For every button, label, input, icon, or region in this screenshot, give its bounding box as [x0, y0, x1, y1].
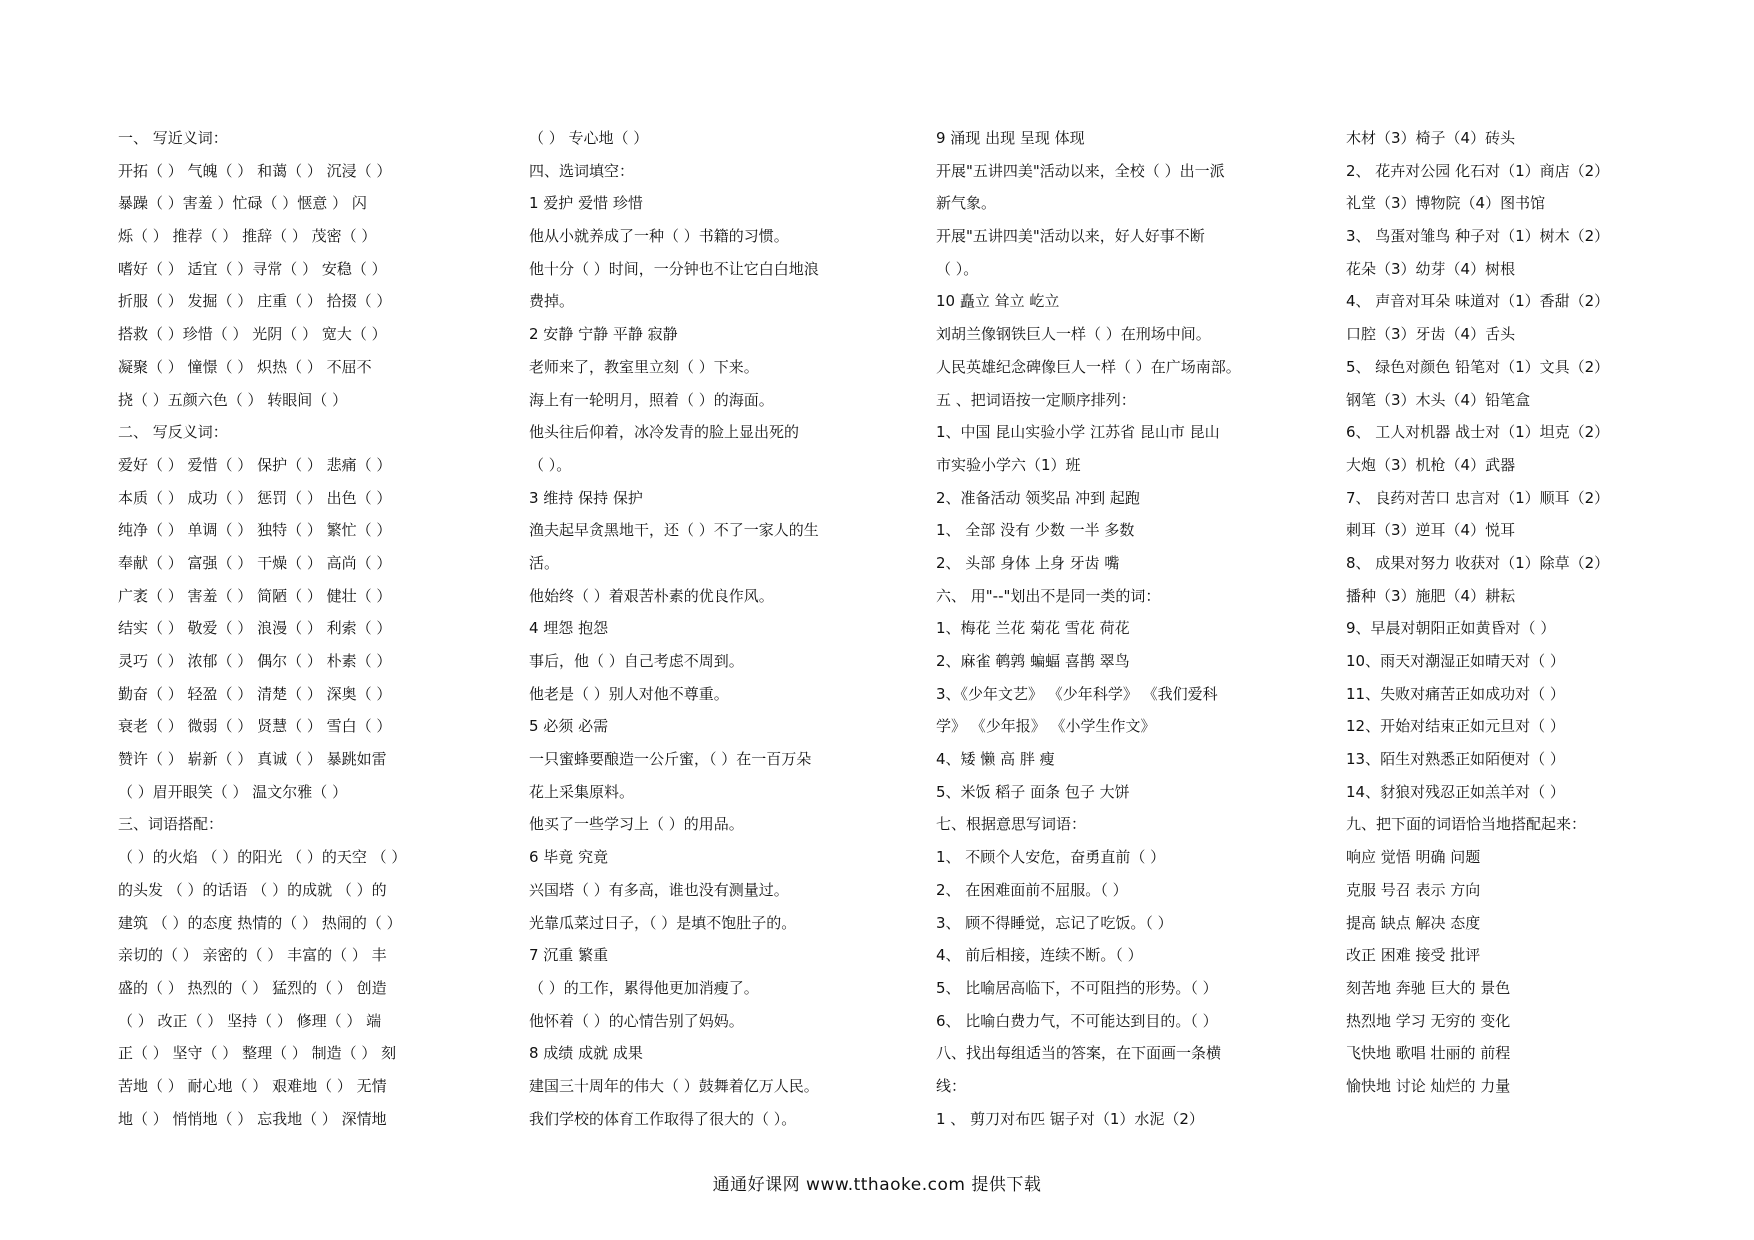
text-line: 学》 《少年报》 《小学生作文》: [936, 717, 1156, 736]
text-line: 花上采集原料。: [529, 782, 635, 801]
text-line: 兴国塔（ ）有多高，谁也没有测量过。: [529, 880, 789, 899]
text-line: 花朵（3）幼芽（4）树根: [1346, 259, 1516, 278]
text-line: （ ）的工作，累得他更加消瘦了。: [529, 978, 759, 997]
text-line: 12、开始对结束正如元旦对（ ）: [1346, 717, 1565, 736]
text-line: 亲切的（ ） 亲密的（ ） 丰富的（ ） 丰: [118, 946, 387, 965]
text-line: 2、麻雀 鹌鹑 蝙蝠 喜鹊 翠鸟: [936, 652, 1130, 670]
text-line: 挠（ ）五颜六色（ ） 转眼间（ ）: [118, 390, 348, 409]
text-line: 的头发 （ ）的话语 （ ）的成就 （ ）的: [118, 880, 387, 899]
text-line: 克服 号召 表示 方向: [1346, 880, 1481, 899]
text-line: 开展"五讲四美"活动以来，好人好事不断: [936, 227, 1205, 246]
text-line: 一只蜜蜂要酿造一公斤蜜，（ ）在一百万朵: [529, 750, 812, 769]
text-line: 九、把下面的词语恰当地搭配起来：: [1346, 815, 1587, 834]
text-line: 1、梅花 兰花 菊花 雪花 荷花: [936, 619, 1130, 638]
text-line: 3、《少年文艺》 《少年科学》 《我们爱科: [936, 684, 1218, 703]
column-1: [118, 122, 443, 1135]
text-line: 嗜好（ ） 适宜（ ）寻常（ ） 安稳（ ）: [118, 259, 387, 278]
text-line: 结实（ ） 敬爱（ ） 浪漫（ ） 利索（ ）: [118, 619, 392, 638]
text-line: 13、陌生对熟悉正如陌便对（ ）: [1346, 750, 1565, 769]
text-line: 1、 全部 没有 少数 一半 多数: [936, 521, 1135, 540]
text-line: 本质（ ） 成功（ ） 惩罚（ ） 出色（ ）: [118, 488, 392, 507]
text-line: 8、 成果对努力 收获对（1）除草（2）: [1346, 553, 1610, 572]
text-line: 11、失败对痛苦正如成功对（ ）: [1346, 684, 1565, 703]
column-2: [529, 122, 854, 1135]
text-line: 礼堂（3）博物院（4）图书馆: [1346, 194, 1546, 213]
text-line: 六、 用"--"划出不是同一类的词：: [936, 586, 1161, 605]
text-line: 2、 在困难面前不屈服。（ ）: [936, 880, 1128, 899]
text-line: 口腔（3）牙齿（4）舌头: [1346, 325, 1516, 344]
text-line: 光靠瓜菜过日子，（ ）是填不饱肚子的。: [529, 913, 797, 932]
text-line: 建国三十周年的伟大（ ）鼓舞着亿万人民。: [529, 1076, 819, 1095]
text-line: 3 维持 保持 保护: [529, 488, 643, 507]
text-line: 3、 鸟蛋对雏鸟 种子对（1）树木（2）: [1346, 227, 1610, 246]
text-line: 1、 不顾个人安危，奋勇直前（ ）: [936, 848, 1166, 867]
text-line: 衰老（ ） 微弱（ ） 贤慧（ ） 雪白（ ）: [118, 717, 392, 736]
text-line: 刻苦地 奔驰 巨大的 景色: [1346, 978, 1511, 997]
text-line: 七、根据意思写词语：: [936, 815, 1087, 834]
text-line: 他始终（ ）着艰苦朴素的优良作风。: [529, 586, 774, 605]
text-line: 他老是（ ）别人对他不尊重。: [529, 684, 729, 703]
text-line: 2 安静 宁静 平静 寂静: [529, 325, 678, 344]
text-line: 10 矗立 耸立 屹立: [936, 292, 1060, 311]
text-line: 苦地（ ） 耐心地（ ） 艰难地（ ） 无情: [118, 1076, 387, 1095]
text-line: 5、 绿色对颜色 铅笔对（1）文具（2）: [1346, 357, 1610, 376]
text-line: 5、米饭 稻子 面条 包子 大饼: [936, 782, 1130, 801]
text-line: 木材（3）椅子（4）砖头: [1346, 129, 1516, 147]
text-line: 愉快地 讨论 灿烂的 力量: [1346, 1076, 1511, 1095]
text-line: 开拓（ ） 气魄（ ） 和蔼（ ） 沉浸（ ）: [118, 161, 392, 180]
text-line: 凝聚（ ） 憧憬（ ） 炽热（ ） 不屈不: [118, 357, 372, 376]
text-line: 刺耳（3）逆耳（4）悦耳: [1346, 521, 1516, 540]
text-line: 搭救（ ）珍惜（ ） 光阴（ ） 宽大（ ）: [118, 325, 387, 344]
text-line: 7 沉重 繁重: [529, 946, 609, 965]
text-line: 一、 写近义词：: [118, 129, 228, 147]
text-line: 线：: [936, 1076, 967, 1095]
text-line: 1 、 剪刀对布匹 锯子对（1）水泥（2）: [936, 1109, 1204, 1128]
text-line: 正（ ） 坚守（ ） 整理（ ） 制造（ ） 刻: [118, 1044, 397, 1063]
text-line: 2、准备活动 领奖品 冲到 起跑: [936, 488, 1140, 507]
text-line: 他买了一些学习上（ ）的用品。: [529, 815, 744, 834]
text-line: 奉献（ ） 富强（ ） 干燥（ ） 高尚（ ）: [118, 553, 392, 572]
text-line: 5、 比喻居高临下，不可阻挡的形势。（ ）: [936, 978, 1218, 997]
text-line: 五 、把词语按一定顺序排列：: [936, 390, 1136, 409]
text-line: 建筑 （ ）的态度 热情的（ ） 热闹的（ ）: [118, 913, 402, 932]
text-line: 折服（ ） 发掘（ ） 庄重（ ） 拾掇（ ）: [118, 292, 392, 311]
text-line: 4 埋怨 抱怨: [529, 619, 609, 638]
text-line: 6、 比喻白费力气，不可能达到目的。（ ）: [936, 1011, 1218, 1030]
text-line: 费掉。: [529, 292, 575, 311]
text-line: 开展"五讲四美"活动以来，全校（ ）出一派: [936, 161, 1225, 180]
text-line: 4、 前后相接，连续不断。（ ）: [936, 946, 1143, 965]
text-line: 四、选词填空：: [529, 161, 635, 180]
text-line: 2、 头部 身体 上身 牙齿 嘴: [936, 553, 1120, 572]
text-line: 14、豺狼对残忍正如羔羊对（ ）: [1346, 782, 1565, 801]
text-line: 1 爱护 爱惜 珍惜: [529, 194, 643, 213]
text-line: 2、 花卉对公园 化石对（1）商店（2）: [1346, 161, 1610, 180]
text-line: 播种（3）施肥（4）耕耘: [1346, 586, 1516, 605]
text-line: 渔夫起早贪黑地干，还（ ）不了一家人的生: [529, 521, 819, 540]
text-line: 4、矮 懒 高 胖 瘦: [936, 750, 1055, 769]
text-line: 4、 声音对耳朵 味道对（1）香甜（2）: [1346, 292, 1610, 311]
text-line: 二、 写反义词：: [118, 423, 228, 442]
text-line: 赞许（ ） 崭新（ ） 真诚（ ） 暴跳如雷: [118, 750, 387, 769]
text-line: 地（ ） 悄悄地（ ） 忘我地（ ） 深情地: [118, 1109, 387, 1128]
text-line: 广袤（ ） 害羞（ ） 简陋（ ） 健壮（ ）: [118, 586, 392, 605]
text-line: 事后，他（ ）自己考虑不周到。: [529, 652, 744, 670]
text-line: 钢笔（3）木头（4）铅笔盒: [1346, 390, 1531, 409]
text-line: 暴躁（ ）害羞 ）忙碌（ ）惬意 ） 闪: [118, 194, 367, 213]
text-line: 7、 良药对苦口 忠言对（1）顺耳（2）: [1346, 488, 1610, 507]
text-line: 8 成绩 成就 成果: [529, 1044, 643, 1063]
text-line: 飞快地 歌唱 壮丽的 前程: [1346, 1044, 1511, 1063]
text-line: 大炮（3）机枪（4）武器: [1346, 455, 1516, 474]
text-line: 他怀着（ ）的心情告别了妈妈。: [529, 1011, 744, 1030]
text-line: （ ） 专心地（ ）: [529, 129, 649, 147]
text-line: 10、雨天对潮湿正如晴天对（ ）: [1346, 652, 1565, 670]
text-line: （ ） 改正（ ） 坚持（ ） 修理（ ） 端: [118, 1011, 382, 1030]
text-line: 爱好（ ） 爱惜（ ） 保护（ ） 悲痛（ ）: [118, 455, 392, 474]
text-line: （ ）。: [529, 455, 572, 474]
text-line: 9 涌现 出现 呈现 体现: [936, 129, 1085, 147]
text-line: 提高 缺点 解决 态度: [1346, 913, 1481, 932]
text-line: 热烈地 学习 无穷的 变化: [1346, 1011, 1511, 1030]
footer-credit: 通通好课网 www.tthaoke.com 提供下载: [712, 1175, 1042, 1195]
text-line: 新气象。: [936, 194, 997, 213]
text-line: 改正 困难 接受 批评: [1346, 946, 1481, 965]
text-line: 盛的（ ） 热烈的（ ） 猛烈的（ ） 创造: [118, 978, 387, 997]
text-line: 活。: [529, 553, 560, 572]
text-line: 八、找出每组适当的答案，在下面画一条横: [936, 1044, 1222, 1063]
text-line: 1、中国 昆山实验小学 江苏省 昆山市 昆山: [936, 423, 1220, 442]
text-line: 6 毕竟 究竟: [529, 848, 609, 867]
text-line: 我们学校的体育工作取得了很大的（ ）。: [529, 1109, 797, 1128]
text-line: 响应 觉悟 明确 问题: [1346, 848, 1481, 867]
text-line: 纯净（ ） 单调（ ） 独特（ ） 繁忙（ ）: [118, 521, 392, 540]
text-line: 5 必须 必需: [529, 717, 609, 736]
text-line: 人民英雄纪念碑像巨人一样（ ）在广场南部。: [936, 357, 1241, 376]
text-line: （ ）。: [936, 259, 979, 278]
text-line: 勤奋（ ） 轻盈（ ） 清楚（ ） 深奥（ ）: [118, 684, 392, 703]
text-line: 他头往后仰着，冰冷发青的脸上显出死的: [529, 423, 800, 442]
column-4: [1346, 122, 1676, 1103]
text-line: 烁（ ） 推荐（ ） 推辞（ ） 茂密（ ）: [118, 227, 377, 246]
text-line: 市实验小学六（1）班: [936, 455, 1081, 474]
text-line: （ ）眉开眼笑（ ） 温文尔雅（ ）: [118, 782, 348, 801]
column-3: [936, 122, 1266, 1135]
text-line: 3、 顾不得睡觉，忘记了吃饭。（ ）: [936, 913, 1173, 932]
text-line: 他从小就养成了一种（ ）书籍的习惯。: [529, 227, 789, 246]
text-line: （ ）的火焰 （ ）的阳光 （ ）的天空 （ ）: [118, 848, 407, 867]
text-line: 老师来了，教室里立刻（ ）下来。: [529, 357, 759, 376]
text-line: 灵巧（ ） 浓郁（ ） 偶尔（ ） 朴素（ ）: [118, 652, 392, 670]
text-line: 9、早晨对朝阳正如黄昏对（ ）: [1346, 619, 1556, 638]
text-line: 刘胡兰像钢铁巨人一样（ ）在刑场中间。: [936, 325, 1211, 344]
text-line: 海上有一轮明月，照着（ ）的海面。: [529, 390, 774, 409]
text-line: 他十分（ ）时间，一分钟也不让它白白地浪: [529, 259, 819, 278]
text-line: 三、词语搭配：: [118, 815, 224, 834]
text-line: 6、 工人对机器 战士对（1）坦克（2）: [1346, 423, 1610, 442]
